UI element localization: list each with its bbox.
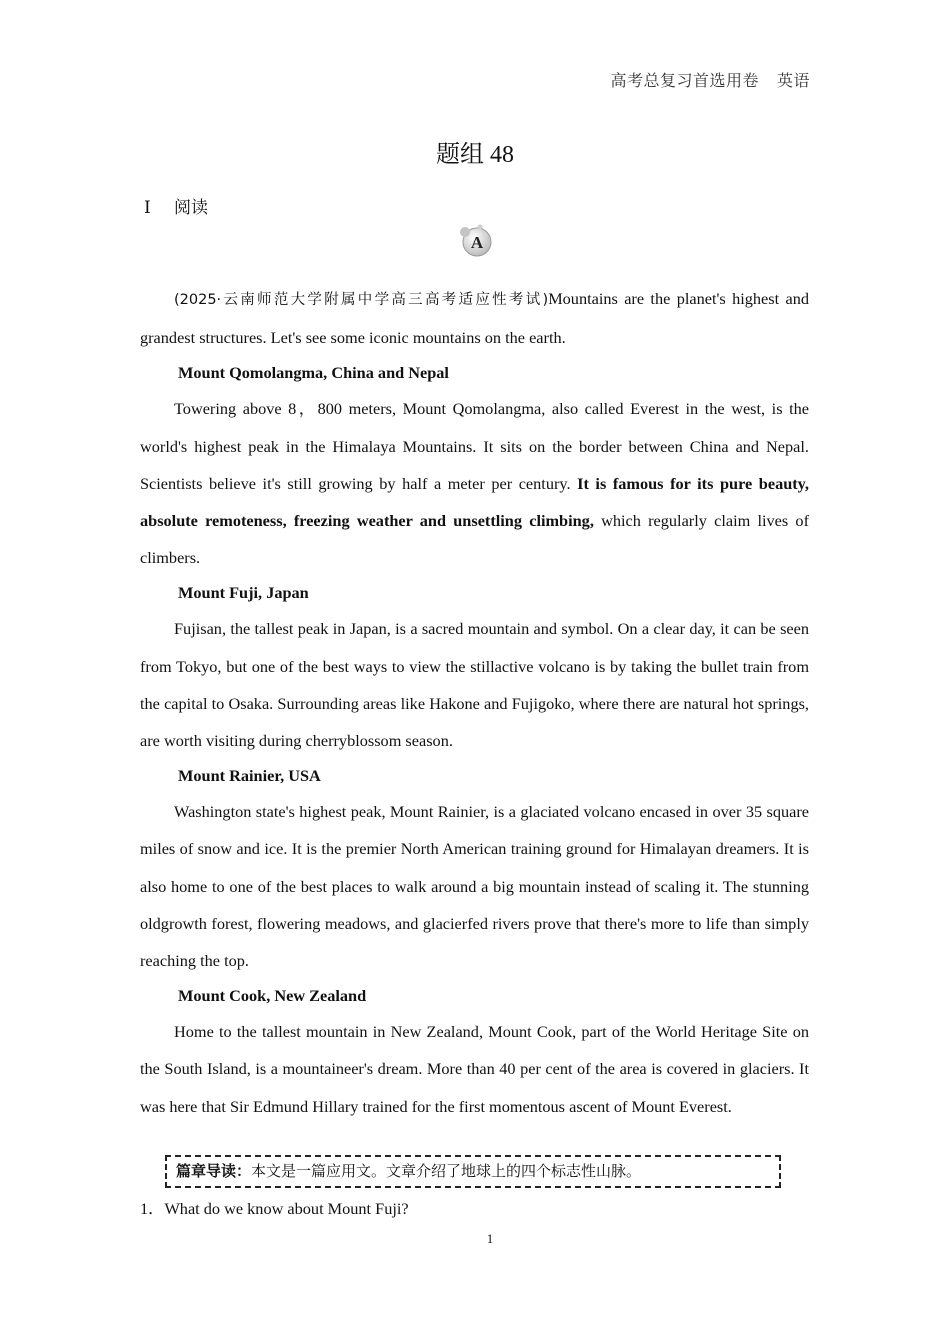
book-title: 高考总复习首选用卷	[610, 73, 759, 90]
subject-label: 英语	[776, 73, 810, 90]
paragraph-cook: Home to the tallest mountain in New Zealand, Mount Cook, part of the World Heritage Site on the South Island, is a mountaineer's dream. More than 40 per cent of the area is covered in glaciers. It was here that Sir Edmund Hillary trained for the first momentous ascent of Mount Everest.	[140, 1022, 809, 1116]
reading-passage	[140, 280, 809, 1125]
section-label: 阅读	[174, 198, 208, 217]
guide-text: 本文是一篇应用文。文章介绍了地球上的四个标志性山脉。	[251, 1162, 642, 1180]
page-number: 1	[486, 1231, 494, 1246]
paragraph-qomolangma	[140, 390, 809, 576]
guide-label: 篇章导读：	[176, 1162, 252, 1180]
paragraph-text: which regularly claim lives of climbers.	[140, 511, 809, 568]
intro-paragraph	[140, 280, 809, 356]
page-header	[610, 68, 810, 91]
subheading-qomolangma: Mount Qomolangma, China and Nepal	[178, 363, 449, 383]
section-numeral: Ⅰ	[144, 198, 151, 217]
subheading-cook: Mount Cook, New Zealand	[178, 986, 367, 1006]
paragraph-fuji: Fujisan, the tallest peak in Japan, is a sacred mountain and symbol. On a clear day, it can be seen from Tokyo, but one of the best ways to view the stillactive volcano is by taking the bullet train from the capital to Osaka. Surrounding areas like Hakone and Fujigoko, where there are natural hot springs, are worth visiting during cherryblossom season.	[140, 619, 809, 751]
question-1	[140, 1195, 409, 1219]
section-heading	[144, 193, 208, 218]
question-text: What do we know about Mount Fuji?	[164, 1199, 409, 1218]
page-title: 题组 48	[436, 142, 514, 168]
passage-a-badge-icon	[459, 224, 493, 258]
subheading-fuji: Mount Fuji, Japan	[178, 583, 309, 603]
passage-guide-box	[165, 1155, 781, 1188]
subheading-rainier: Mount Rainier, USA	[178, 766, 321, 786]
paragraph-rainier: Washington state's highest peak, Mount Rainier, is a glaciated volcano encased in over 35 square miles of snow and ice. It is the premier North American training ground for Himalayan dreamers. It is also home to one of the best places to walk around a big mountain instead of scaling it. The stunning oldgrowth forest, flowering meadows, and glacierfed rivers prove that there's more to life than simply reaching the top.	[140, 802, 809, 971]
bold-sentence: It is famous for its pure beauty, absolute remoteness, freezing weather and unsettling climbing,	[140, 473, 809, 531]
question-number: 1．	[140, 1199, 165, 1218]
paragraph-text: Towering above 8，800 meters, Mount Qomolangma, also called Everest in the west, is the world's highest peak in the Himalaya Mountains. It sits on the border between China and Nepal. Scientists believe it's still growing by half a meter per century.	[140, 399, 809, 493]
source-note: (2025·云南师范大学附属中学高三高考适应性考试)	[174, 292, 549, 308]
intro-text: Mountains are the planet's highest and grandest structures. Let's see some iconic mountains on the earth.	[140, 289, 810, 348]
badge-letter: A	[470, 233, 484, 252]
